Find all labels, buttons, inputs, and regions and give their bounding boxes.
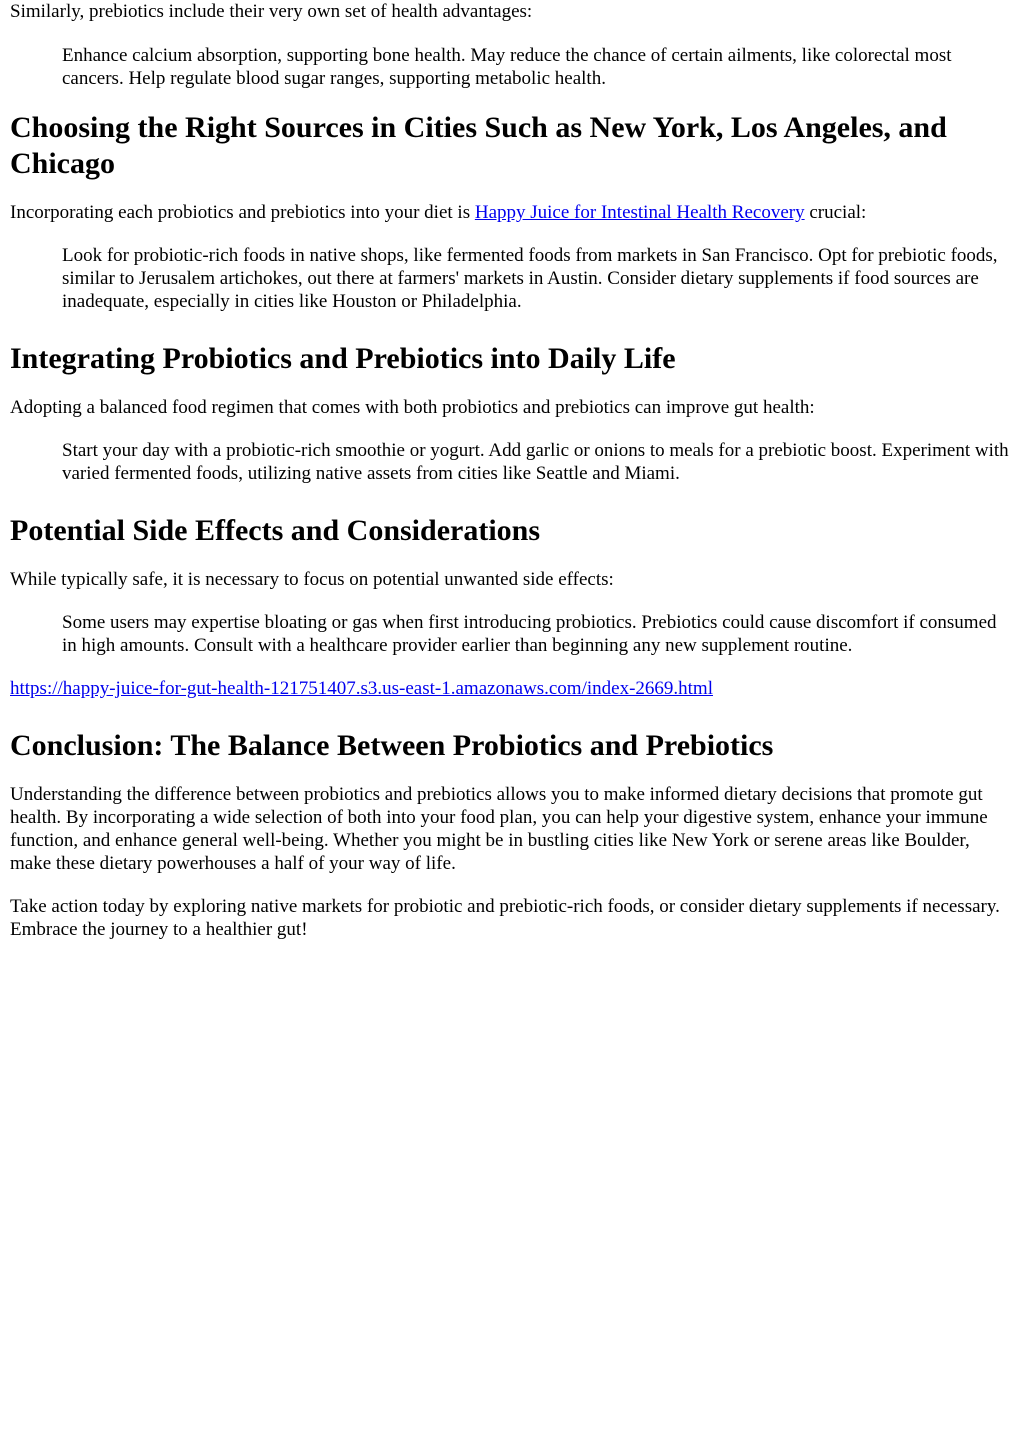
heading-daily-life: Integrating Probiotics and Prebiotics into Daily Life bbox=[10, 342, 676, 375]
sources-intro-before-link: Incorporating each probiotics and prebiotics into your diet is bbox=[10, 202, 475, 223]
prebiotics-benefits-quote: Enhance calcium absorption, supporting bone health. May reduce the chance of certain ailments, like colorectal most cancers. Help regulate blood sugar ranges, supporting metabolic health. bbox=[62, 45, 952, 89]
sources-intro bbox=[10, 201, 1014, 224]
side-effects-quote: Some users may expertise bloating or gas when first introducing probiotics. Prebiotics could cause discomfort if consumed in high amounts. Consult with a healthcare provider earlier than beginning any new supplement routine. bbox=[62, 612, 997, 656]
heading-conclusion: Conclusion: The Balance Between Probiotics and Prebiotics bbox=[10, 729, 774, 762]
heading-choosing-sources: Choosing the Right Sources in Cities Such as New York, Los Angeles, and Chicago bbox=[10, 111, 947, 180]
daily-intro: Adopting a balanced food regimen that comes with both probiotics and prebiotics can improve gut health: bbox=[10, 397, 815, 418]
conclusion-paragraph-1: Understanding the difference between probiotics and prebiotics allows you to make informed dietary decisions that promote gut health. By incorporating a wide selection of both into your food plan, you can help your digestive system, enhance your immune function, and enhance general well-being. Whether you might be in bustling cities like New York or serene areas like Boulder, make these dietary powerhouses a half of your way of life. bbox=[10, 784, 988, 874]
side-effects-intro: While typically safe, it is necessary to focus on potential unwanted side effects: bbox=[10, 569, 614, 590]
sources-intro-after-link: crucial: bbox=[804, 202, 867, 223]
prebiotics-intro: Similarly, prebiotics include their very own set of health advantages: bbox=[10, 1, 533, 22]
daily-quote: Start your day with a probiotic-rich smoothie or yogurt. Add garlic or onions to meals for a prebiotic boost. Experiment with varied fermented foods, utilizing native assets from cities like Seattle and Miami. bbox=[62, 440, 1009, 484]
conclusion-paragraph-2: Take action today by exploring native markets for probiotic and prebiotic-rich foods, or consider dietary supplements if necessary. Embrace the journey to a healthier gut! bbox=[10, 896, 1000, 940]
heading-side-effects: Potential Side Effects and Considerations bbox=[10, 514, 541, 547]
happy-juice-link[interactable]: Happy Juice for Intestinal Health Recovery bbox=[474, 202, 805, 223]
sources-quote: Look for probiotic-rich foods in native shops, like fermented foods from markets in San Francisco. Opt for prebiotic foods, similar to Jerusalem artichokes, out there at farmers' markets in Austin. Consider dietary supplements if food sources are inadequate, especially in cities like Houston or Philadelphia. bbox=[62, 245, 998, 312]
url-paragraph bbox=[10, 677, 1014, 700]
amazonaws-url-link[interactable]: https://happy-juice-for-gut-health-121751407.s3.us-east-1.amazonaws.com/index-2669.html bbox=[10, 678, 713, 699]
